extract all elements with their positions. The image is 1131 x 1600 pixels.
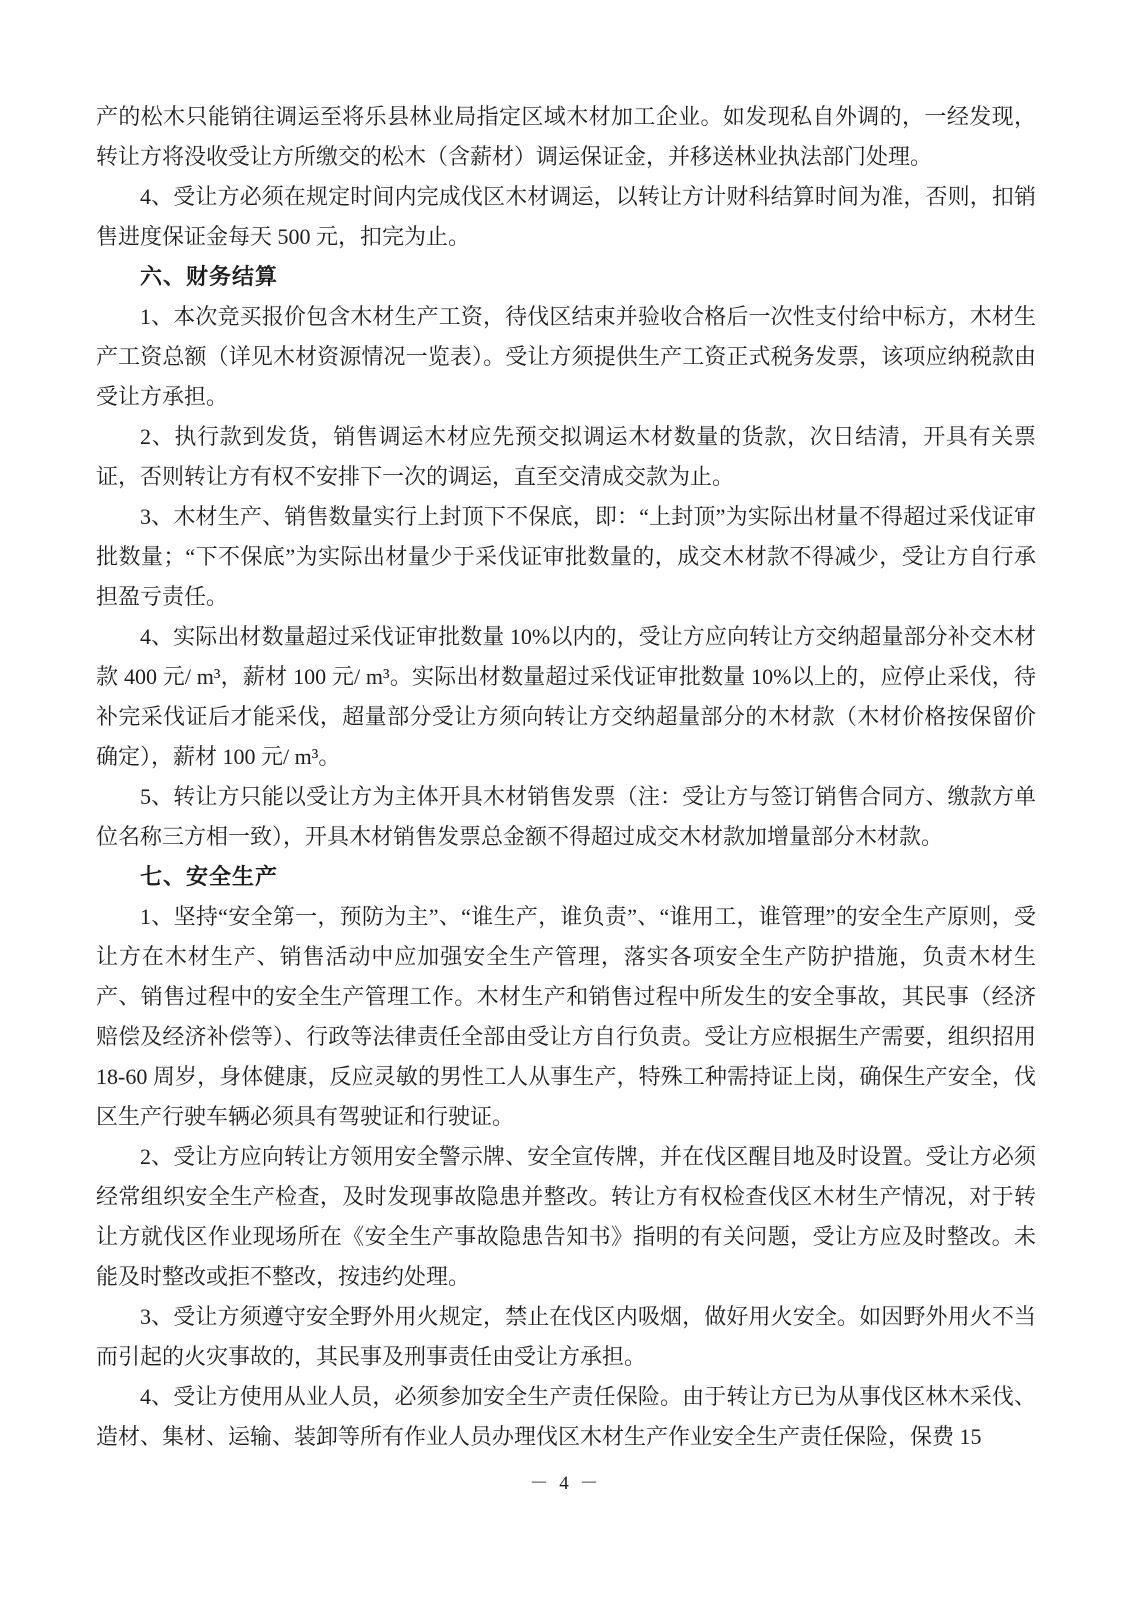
section-7-heading: 七、安全生产: [140, 864, 279, 889]
page-number: － 4 －: [529, 1473, 602, 1494]
clause-6-1-paragraph: 1、本次竞买报价包含木材生产工资，待伐区结束并验收合格后一次性支付给中标方，木材生产工资总额（详见木材资源情况一览表）。受让方须提供生产工资正式税务发票，该项应纳税款由受让方承担。: [96, 304, 1036, 409]
document-body: [96, 97, 1036, 1457]
clause-4-paragraph: 4、受让方必须在规定时间内完成伐区木材调运，以转让方计财科结算时间为准，否则，扣销售进度保证金每天 500 元，扣完为止。: [96, 184, 1036, 249]
section-6-heading: 六、财务结算: [140, 264, 279, 289]
clause-7-3-paragraph: 3、受让方须遵守安全野外用火规定，禁止在伐区内吸烟，做好用火安全。如因野外用火不当而引起的火灾事故的，其民事及刑事责任由受让方承担。: [96, 1304, 1036, 1369]
clause-6-2-paragraph: 2、执行款到发货，销售调运木材应先预交拟调运木材数量的货款，次日结清，开具有关票证，否则转让方有权不安排下一次的调运，直至交清成交款为止。: [96, 424, 1036, 489]
clause-6-5-paragraph: 5、转让方只能以受让方为主体开具木材销售发票（注：受让方与签订销售合同方、缴款方单位名称三方相一致），开具木材销售发票总金额不得超过成交木材款加增量部分木材款。: [96, 784, 1036, 849]
clause-7-2-paragraph: 2、受让方应向转让方领用安全警示牌、安全宣传牌，并在伐区醒目地及时设置。受让方必须经常组织安全生产检查，及时发现事故隐患并整改。转让方有权检查伐区木材生产情况，对于转让方就伐区作业现场所在《安全生产事故隐患告知书》指明的有关问题，受让方应及时整改。未能及时整改或拒不整改，按违约处理。: [96, 1144, 1036, 1289]
clause-7-1-paragraph: 1、坚持“安全第一，预防为主”、“谁生产，谁负责”、“谁用工，谁管理”的安全生产原则，受让方在木材生产、销售活动中应加强安全生产管理，落实各项安全生产防护措施，负责木材生产、销售过程中的安全生产管理工作。木材生产和销售过程中所发生的安全事故，其民事（经济赔偿及经济补偿等）、行政等法律责任全部由受让方自行负责。受让方应根据生产需要，组织招用 18-60 周岁，身体健康，反应灵敏的男性工人从事生产，特殊工种需持证上岗，确保生产安全，伐区生产行驶车辆必须具有驾驶证和行驶证。: [96, 904, 1036, 1129]
clause-6-4-paragraph: 4、实际出材数量超过采伐证审批数量 10%以内的，受让方应向转让方交纳超量部分补交木材款 400 元/ m³，薪材 100 元/ m³。实际出材数量超过采伐证审批数量 10%以上的，应停止采伐，待补完采伐证后才能采伐，超量部分受让方须向转让方交纳超量部分的木材款（木材价格按保留价确定），薪材 100 元/ m³。: [96, 624, 1036, 769]
clause-6-3-paragraph: 3、木材生产、销售数量实行上封顶下不保底，即：“上封顶”为实际出材量不得超过采伐证审批数量；“下不保底”为实际出材量少于采伐证审批数量的，成交木材款不得减少，受让方自行承担盈亏责任。: [96, 504, 1036, 609]
clause-7-4-paragraph: 4、受让方使用从业人员，必须参加安全生产责任保险。由于转让方已为从事伐区林木采伐、造材、集材、运输、装卸等所有作业人员办理伐区木材生产作业安全生产责任保险，保费 15: [96, 1384, 1036, 1449]
paragraph-continuation: 产的松木只能销往调运至将乐县林业局指定区域木材加工企业。如发现私自外调的，一经发现，转让方将没收受让方所缴交的松木（含薪材）调运保证金，并移送林业执法部门处理。: [96, 104, 1036, 169]
